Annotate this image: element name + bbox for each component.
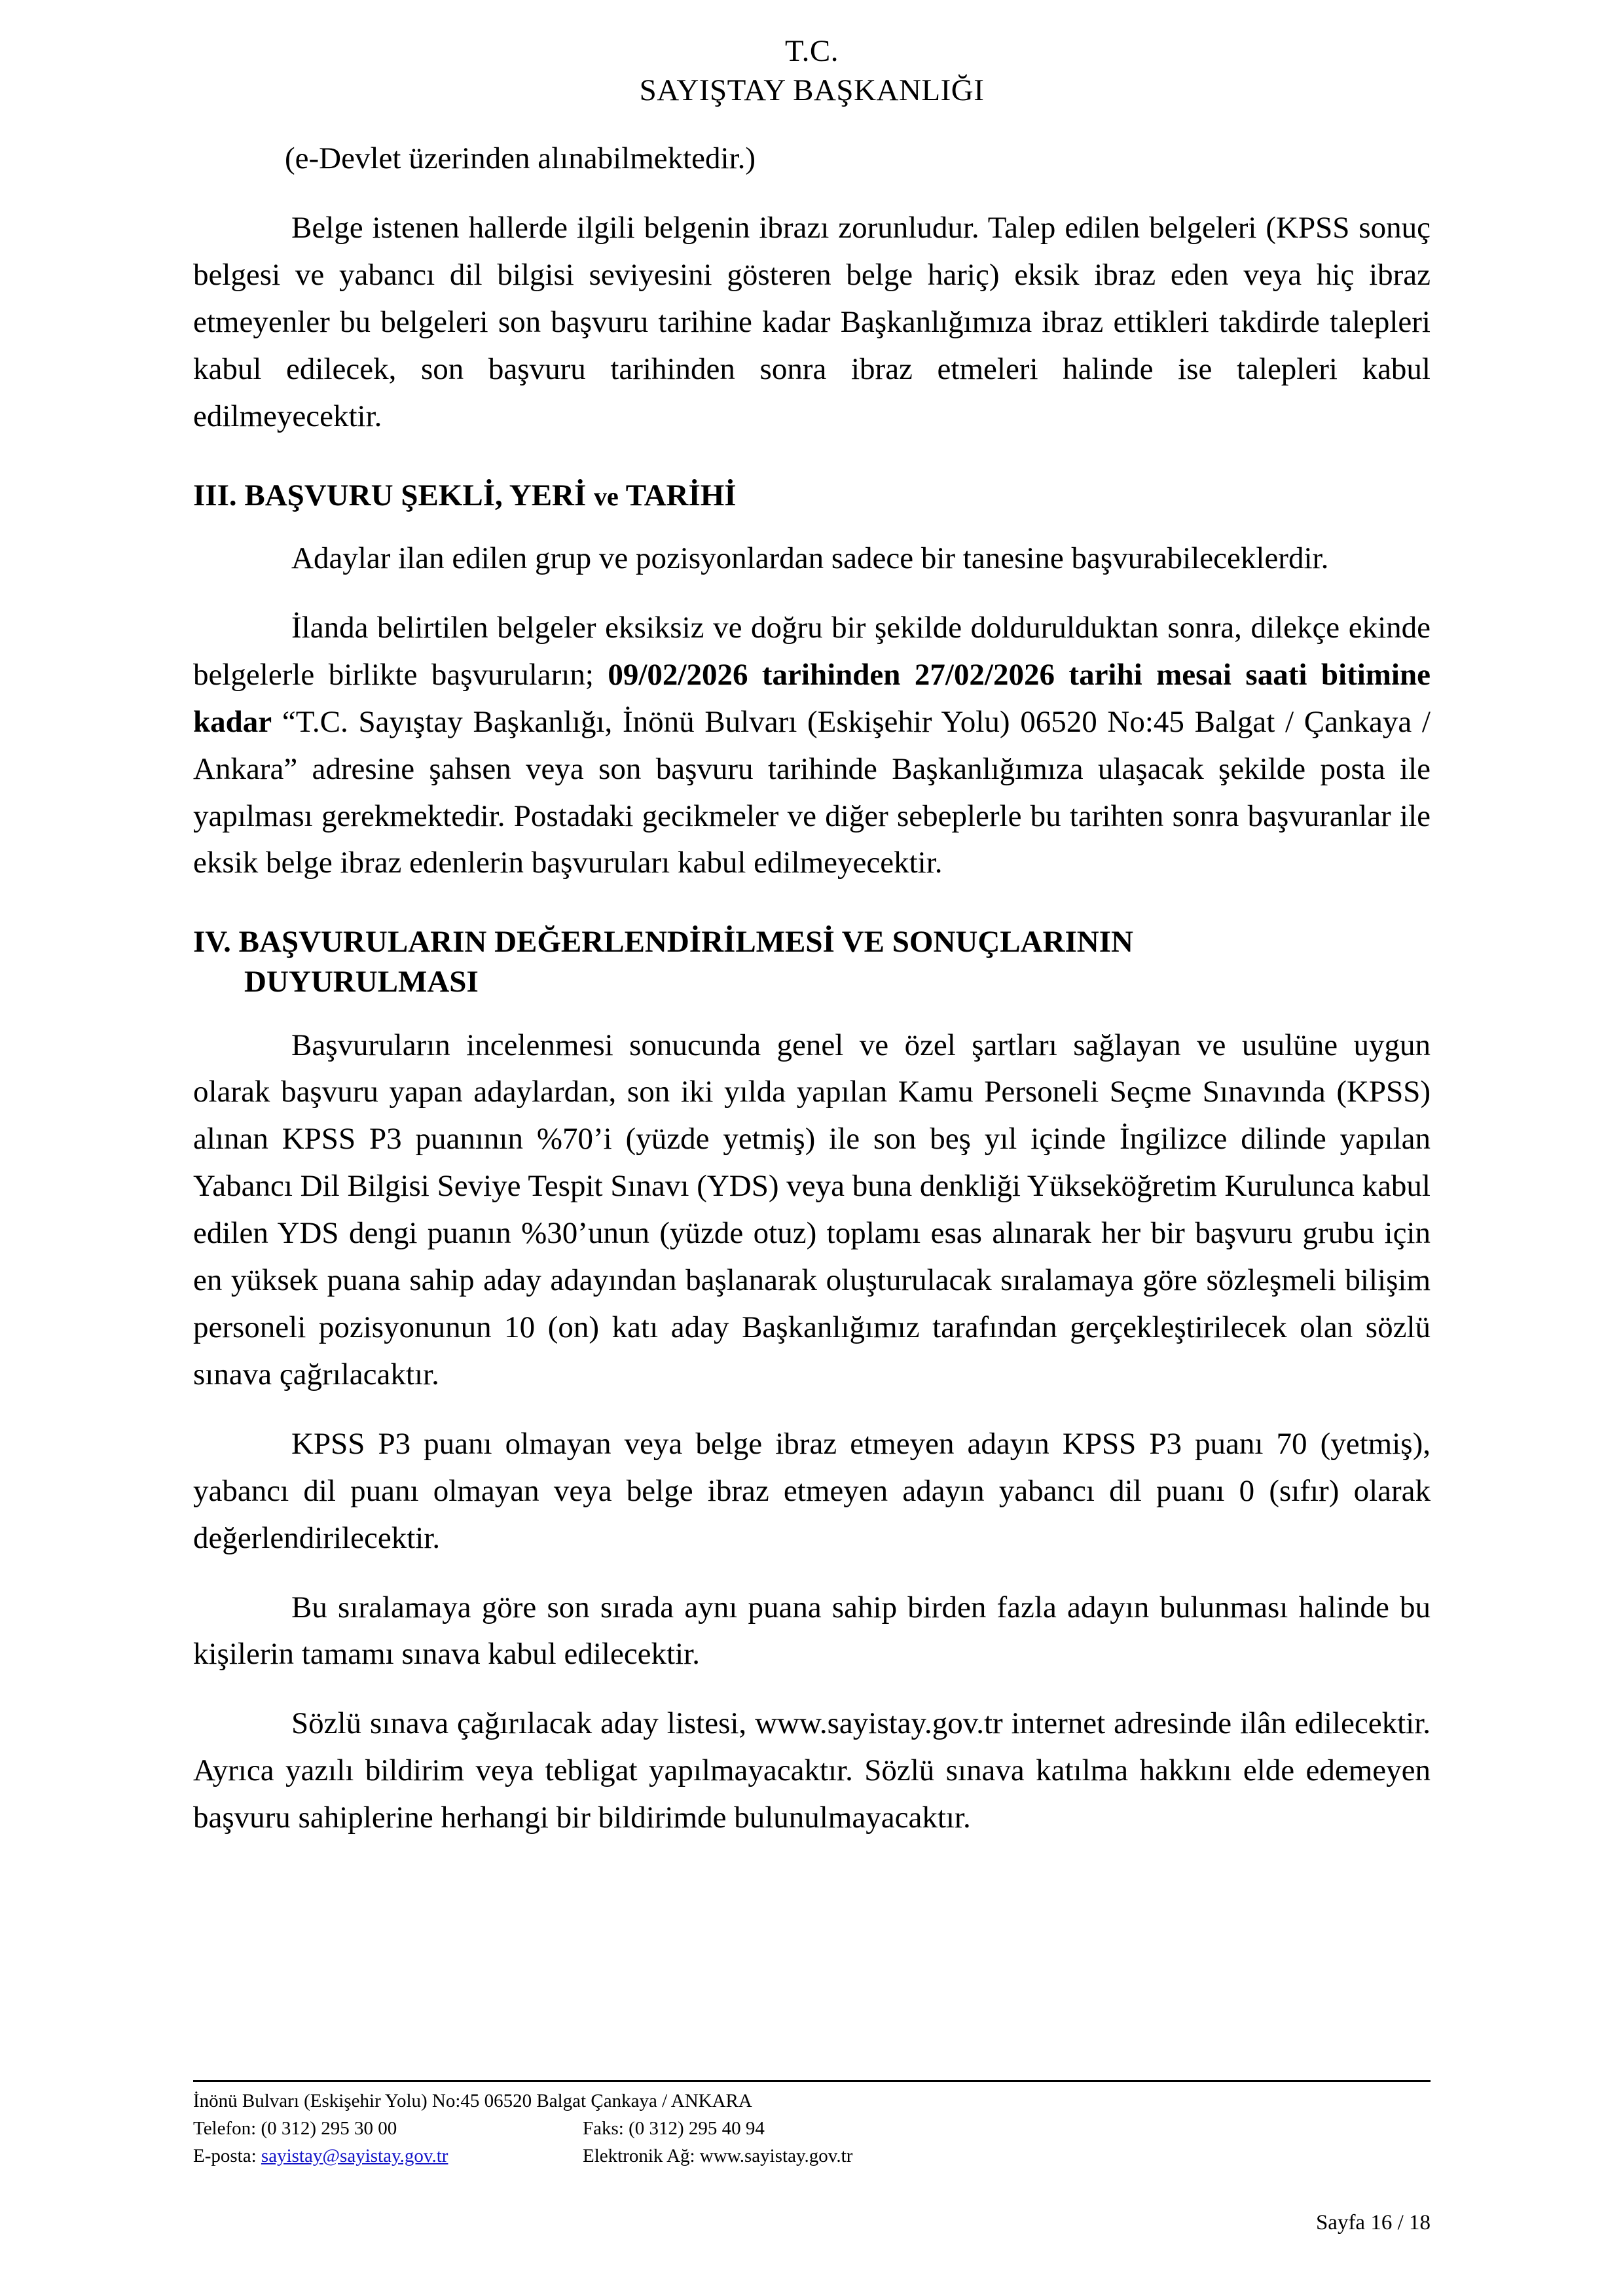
page-content [193, 0, 1431, 1842]
paragraph-kpss-p3: KPSS P3 puanı olmayan veya belge ibraz etmeyen adayın KPSS P3 puanı 70 (yetmiş), yabancı dil puanı olmayan veya belge ibraz etmeyen adayın yabancı dil puanı 0 (sıfır) olarak değerlendirilecektir. [193, 1426, 1431, 1555]
document-header [193, 31, 1431, 110]
paragraph-adaylar-ilan: Adaylar ilan edilen grup ve pozisyonlardan sadece bir tanesine başvurabileceklerdir. [291, 541, 1329, 576]
page-number: Sayfa 16 / 18 [1315, 2211, 1431, 2234]
lead-line: (e-Devlet üzerinden alınabilmektedir.) [285, 141, 756, 176]
footer-web: Elektronik Ağ: www.sayistay.gov.tr [583, 2145, 853, 2167]
footer-address: İnönü Bulvarı (Eskişehir Yolu) No:45 06520 Balgat Çankaya / ANKARA [193, 2090, 752, 2111]
paragraph-basvurularin-incelenmesi: Başvuruların incelenmesi sonucunda genel ve özel şartları sağlayan ve usulüne uygun olarak başvuru yapan adaylardan, son iki yılda yapılan Kamu Personeli Seçme Sınavında (KPSS) alınan KPSS P3 puanının %70’i (yüzde yetmiş) ile son beş yıl içinde İngilizce dilinde yapılan Yabancı Dil Bilgisi Seviye Tespit Sınavı (YDS) veya buna denkliği Yükseköğretim Kurulunca kabul edilen YDS dengi puanın %30’unun (yüzde otuz) toplamı esas alınarak her bir başvuru grubu için en yüksek puana sahip aday adayından başlanarak oluşturulacak sıralamaya göre sözleşmeli bilişim personeli pozisyonunun 10 (on) katı aday Başkanlığımız tarafından gerçekleştirilecek olan sözlü sınava çağrılacaktır. [193, 1028, 1431, 1391]
paragraph-bu-siralamaya: Bu sıralamaya göre son sırada aynı puana sahip birden fazla adayın bulunması halinde bu kişilerin tamamı sınava kabul edilecektir. [193, 1590, 1431, 1672]
paragraph-sozlu-sinava: Sözlü sınava çağırılacak aday listesi, www.sayistay.gov.tr internet adresinde ilân edilecektir. Ayrıca yazılı bildirim veya tebligat yapılmayacaktır. Sözlü sınava katılma hakkını elde edemeyen başvuru sahiplerine herhangi bir bildirimde bulunulmayacaktır. [193, 1706, 1431, 1835]
paragraph-belge-istenen: Belge istenen hallerde ilgili belgenin ibrazı zorunludur. Talep edilen belgeleri (KPSS sonuç belgesi ve yabancı dil bilgisi seviyesini gösteren belge hariç) eksik ibraz eden veya hiç ibraz etmeyenler bu belgeleri son başvuru tarihine kadar Başkanlığımıza ibraz ettikleri takdirde talepleri kabul edilecek, son başvuru tarihinden sonra ibraz etmeleri halinde ise talepleri kabul edilmeyecektir. [193, 211, 1431, 434]
footer-email [193, 2142, 583, 2170]
par3-pre-text: İlanda belirtilen belgeler eksiksiz ve doğru bir şekilde doldurulduktan sonra, dilekçe ekinde belgelerle birlikte başvuruların; [193, 610, 1431, 692]
section-iii-title-connector: ve [594, 481, 619, 511]
section-heading-iv [193, 922, 1431, 1002]
footer-fax: Faks: (0 312) 295 40 94 [583, 2118, 765, 2140]
section-iii-title-main: III. BAŞVURU ŞEKLİ, YERİ [193, 478, 587, 512]
par3-post-text: “T.C. Sayıştay Başkanlığı, İnönü Bulvarı (Eskişehir Yolu) 06520 No:45 Balgat / Çankaya / Ankara” adresine şahsen veya son başvuru tarihinde Başkanlığımıza ulaşacak şekilde posta ile yapılması gerekmektedir. Postadaki gecikmeler ve diğer sebeplerle bu tarihten sonra başvuranlar ile eksik belge ibraz edenlerin başvuruları kabul edilmeyecektir. [193, 704, 1431, 880]
section-iii-title-tail: TARİHİ [625, 478, 737, 512]
spacer [193, 179, 1431, 205]
footer-divider [193, 2080, 1431, 2082]
footer-contact-row-email [193, 2142, 1431, 2170]
section-iv-title-line1: IV. BAŞVURULARIN DEĞERLENDİRİLMESİ VE SONUÇLARININ [193, 925, 1133, 960]
page-footer [193, 2080, 1431, 2170]
footer-email-label: E-posta: [193, 2145, 261, 2167]
paragraph-ilanda-belirtilen [193, 605, 1431, 887]
footer-email-link[interactable]: sayistay@sayistay.gov.tr [261, 2145, 448, 2167]
par3-bold-dates: 09/02/2026 tarihinden 27/02/2026 tarihi mesai saati bitimine kadar [193, 657, 1431, 739]
footer-phone: Telefon: (0 312) 295 30 00 [193, 2118, 397, 2140]
section-heading-iii [193, 476, 1431, 516]
header-line-tc: T.C. [784, 34, 839, 68]
footer-contact-row-phone [193, 2115, 1431, 2142]
header-line-institution: SAYIŞTAY BAŞKANLIĞI [639, 73, 985, 108]
section-iv-title-line2: DUYURULMASI [244, 965, 479, 999]
